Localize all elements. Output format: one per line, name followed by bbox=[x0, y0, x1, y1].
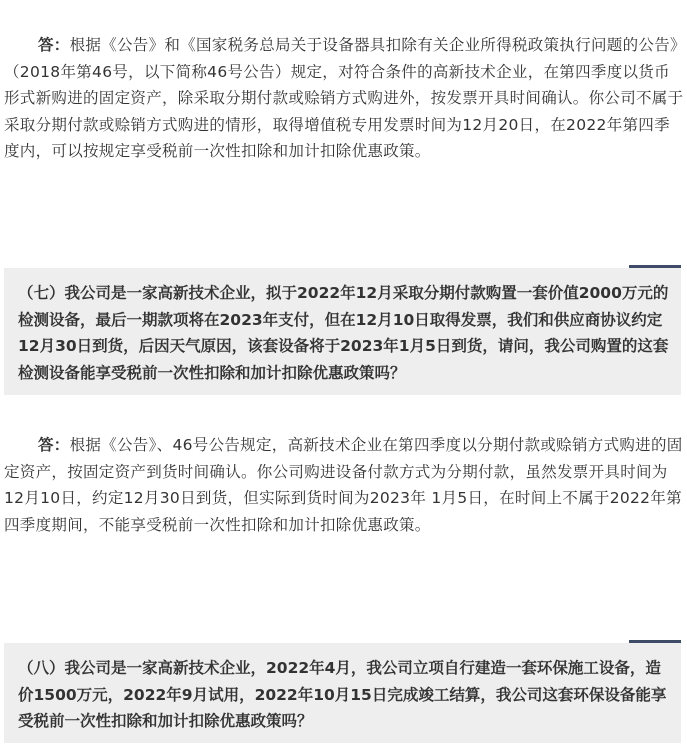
answer-paragraph bbox=[4, 432, 684, 538]
answer-label: 答： bbox=[38, 436, 70, 454]
answer-paragraph bbox=[4, 32, 684, 165]
answer-text: 根据《公告》、46号公告规定，高新技术企业在第四季度以分期付款或赊销方式购进的固定资产，按固定资产到货时间确认。你公司购进设备付款方式为分期付款，虽然发票开具时间为12月10日，约定12月30日到货，但实际到货时间为2023年 1月5日，在时间上不属于2022年第四季度期间，不能享受税前一次性扣除和加计扣除优惠政策。 bbox=[4, 436, 683, 534]
accent-bar bbox=[629, 265, 681, 268]
answer-text: 根据《公告》和《国家税务总局关于设备器具扣除有关企业所得税政策执行问题的公告》（2018年第46号，以下简称46号公告）规定，对符合条件的高新技术企业，在第四季度以货币形式新购进的固定资产，除采取分期付款或赊销方式购进外，按发票开具时间确认。你公司不属于采取分期付款或赊销方式购进的情形，取得增值税专用发票时间为12月20日，在2022年第四季度内，可以按规定享受税前一次性扣除和加计扣除优惠政策。 bbox=[4, 36, 684, 160]
question-text: （八）我公司是一家高新技术企业，2022年4月，我公司立项自行建造一套环保施工设备，造价1500万元，2022年9月试用，2022年10月15日完成竣工结算，我公司这套环保设备能享受税前一次性扣除和加计扣除优惠政策吗？ bbox=[18, 659, 667, 730]
accent-bar bbox=[629, 640, 681, 643]
question-block bbox=[4, 643, 681, 743]
answer-label: 答： bbox=[38, 36, 70, 54]
question-text: （七）我公司是一家高新技术企业，拟于2022年12月采取分期付款购置一套价值2000万元的检测设备，最后一期款项将在2023年支付，但在12月10日取得发票，我们和供应商协议约定12月30日到货，后因天气原因，该套设备将于2023年1月5日到货，请问，我公司购置的这套检测设备能享受税前一次性扣除和加计扣除优惠政策吗？ bbox=[18, 284, 669, 382]
question-block bbox=[4, 268, 681, 395]
